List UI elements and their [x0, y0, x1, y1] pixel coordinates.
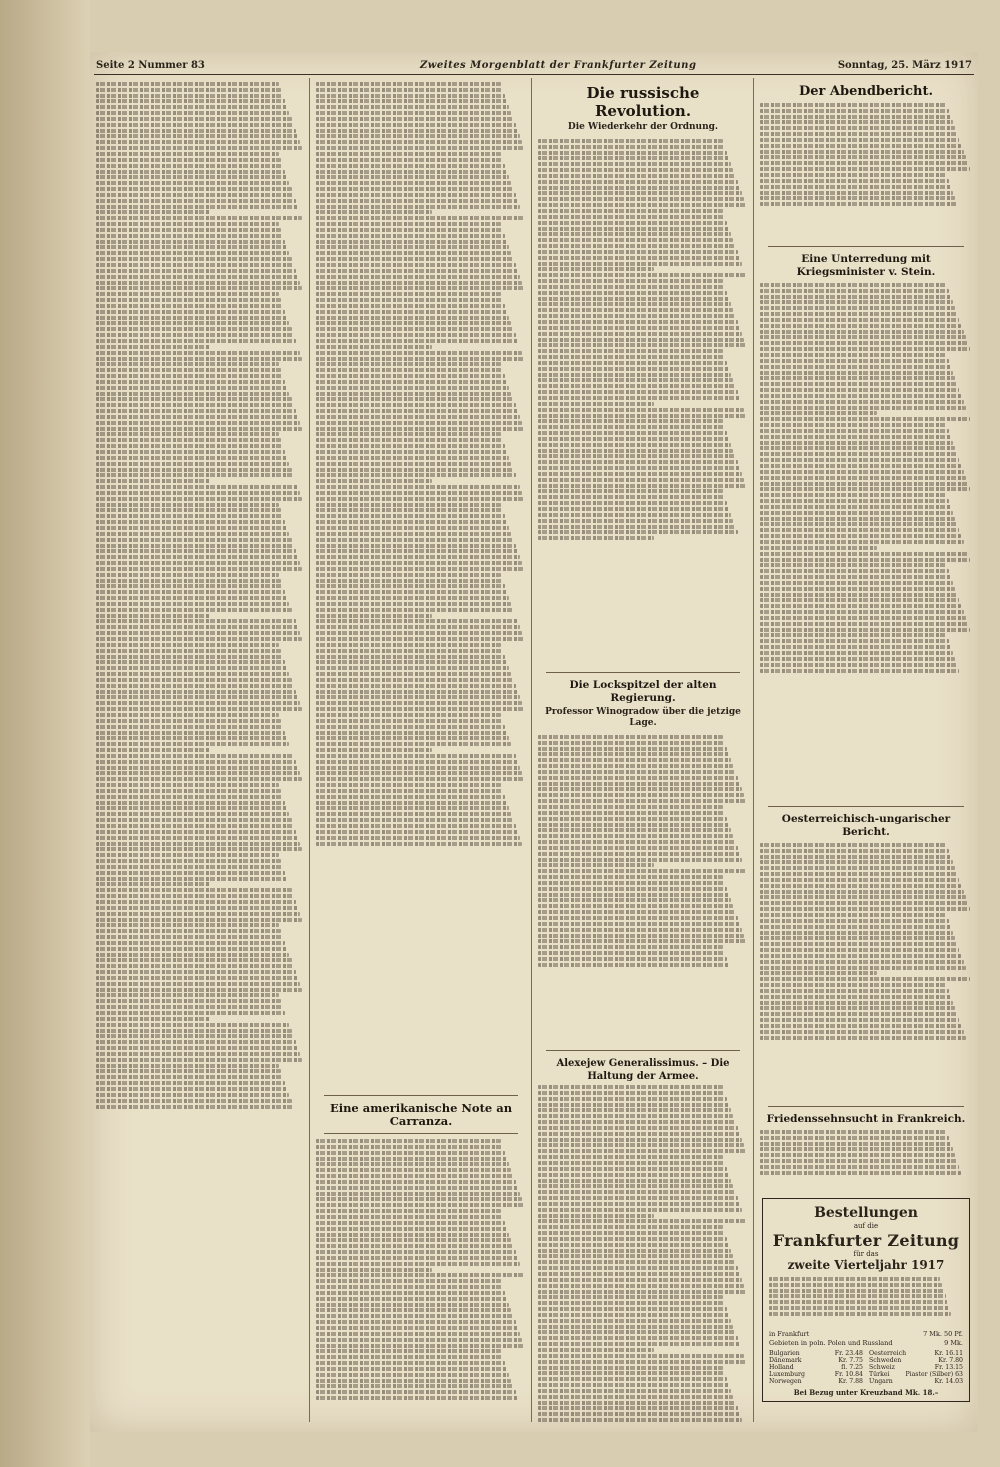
country-name: Holland: [769, 1364, 794, 1371]
column-divider: [531, 78, 532, 1422]
country-price: [769, 1378, 863, 1385]
issue-date: Sonntag, 25. März 1917: [837, 60, 972, 71]
article-separator: [768, 246, 964, 247]
country-price: [869, 1357, 963, 1364]
ad-period: zweite Vierteljahr 1917: [787, 1258, 945, 1272]
country-price: [869, 1350, 963, 1357]
book-gutter: [0, 0, 90, 1467]
country-price-value: Kr. 7.80: [938, 1357, 963, 1364]
article-headline: Oesterreichisch-ungarischer Bericht.: [781, 813, 951, 838]
article-text-block: [316, 1139, 526, 1400]
ad-country-prices: [769, 1350, 963, 1385]
article-text-block: [760, 281, 972, 801]
country-price: [769, 1364, 863, 1371]
article-text-block: [538, 137, 748, 667]
column-4: [760, 80, 972, 1424]
ad-paper-name: Frankfurter Zeitung: [772, 1231, 960, 1250]
column-1: [96, 80, 304, 1424]
article-headline: Eine amerikanische Note an Carranza.: [329, 1101, 513, 1128]
country-price: [769, 1371, 863, 1378]
country-price-value: Kr. 14.03: [934, 1378, 963, 1385]
country-price-value: fl. 7.25: [841, 1364, 863, 1371]
country-price: [869, 1364, 963, 1371]
country-price: [769, 1350, 863, 1357]
country-price: [769, 1357, 863, 1364]
ad-title: Bestellungen: [814, 1205, 918, 1221]
column-divider: [309, 78, 310, 1422]
page-label: Seite 2 Nummer 83: [96, 60, 205, 71]
masthead: [90, 58, 978, 74]
subscription-advertisement: [762, 1198, 970, 1402]
country-name: Oesterreich: [869, 1350, 907, 1357]
article-separator: [324, 1133, 518, 1134]
ad-price-row: [769, 1339, 963, 1347]
ad-connector: auf die: [853, 1222, 879, 1230]
country-price-value: Piaster (Silber) 63: [905, 1371, 963, 1378]
price-value: 7 Mk. 50 Pf.: [923, 1330, 963, 1338]
article-separator: [546, 672, 740, 673]
ad-footer: Bei Bezug unter Kreuzband Mk. 18.–: [793, 1388, 939, 1397]
column-3: [538, 80, 748, 1424]
country-name: Türkei: [869, 1371, 890, 1378]
article-text-block: [760, 1128, 972, 1190]
article-text-block: [96, 82, 304, 1109]
country-price-value: Kr. 16.11: [934, 1350, 963, 1357]
ad-price-row: [769, 1330, 963, 1338]
article-separator: [546, 1050, 740, 1051]
article-headline: Die russische Revolution.: [586, 84, 700, 120]
masthead-rule: [94, 74, 974, 75]
article-text-block: [316, 80, 526, 1090]
country-price-value: Fr. 10.84: [834, 1371, 863, 1378]
article-separator: [768, 1106, 964, 1107]
country-name: Schweiz: [869, 1364, 895, 1371]
article-headline: Der Abendbericht.: [799, 84, 933, 99]
country-name: Norwegen: [769, 1378, 802, 1385]
country-name: Schweden: [869, 1357, 902, 1364]
ad-text-block: [769, 1275, 963, 1329]
country-name: Luxemburg: [769, 1371, 805, 1378]
article-text-block: [760, 101, 972, 241]
article-subheadline: Die Wiederkehr der Ordnung.: [567, 122, 719, 132]
paper-title: Zweites Morgenblatt der Frankfurter Zeitung: [420, 60, 697, 71]
country-price-value: Kr. 7.75: [838, 1357, 863, 1364]
article-separator: [768, 806, 964, 807]
price-label: Gebieten in poln. Polen und Russland: [769, 1339, 893, 1347]
country-price-value: Fr. 23.48: [834, 1350, 863, 1357]
country-name: Bulgarien: [769, 1350, 800, 1357]
article-separator: [324, 1095, 518, 1096]
price-value: 9 Mk.: [944, 1339, 963, 1347]
column-divider: [753, 78, 754, 1422]
article-headline: Friedenssehnsucht in Frankreich.: [766, 1113, 966, 1125]
country-price-value: Kr. 7.88: [838, 1378, 863, 1385]
article-headline: Alexejew Generalissimus. – Die Haltung der Armee.: [556, 1058, 730, 1082]
price-label: in Frankfurt: [769, 1330, 810, 1338]
ad-connector: für das: [853, 1250, 879, 1258]
article-headline: Die Lockspitzel der alten Regierung.: [569, 679, 717, 704]
country-name: Ungarn: [869, 1378, 893, 1385]
article-text-block: [760, 841, 972, 1101]
column-2: [316, 80, 526, 1424]
newspaper-page: [90, 52, 978, 1432]
article-headline: Eine Unterredung mit Kriegsminister v. Stein.: [796, 253, 936, 278]
article-subheadline: Professor Winogradow über die jetzige Lage.: [545, 707, 741, 728]
country-name: Dänemark: [769, 1357, 802, 1364]
country-price-value: Fr. 13.15: [934, 1364, 963, 1371]
country-price: [869, 1378, 963, 1385]
article-text-block: [538, 1085, 748, 1424]
article-text-block: [538, 733, 748, 1045]
country-price: [869, 1371, 963, 1378]
